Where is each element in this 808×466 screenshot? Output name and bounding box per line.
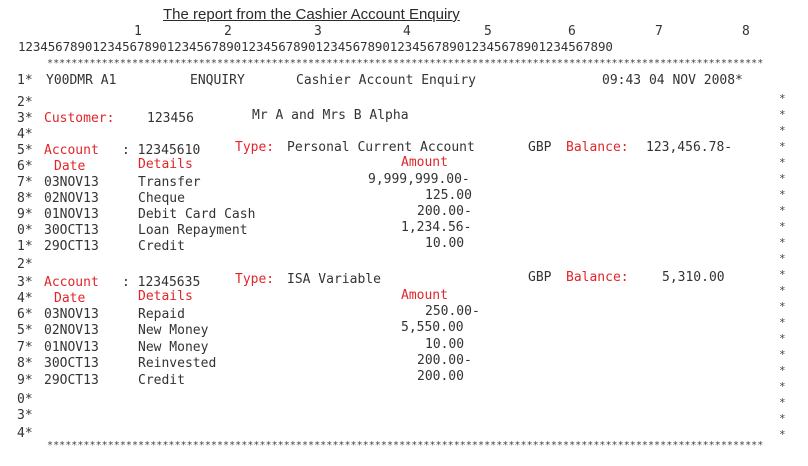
ruler-tens-label: 7 [655, 24, 663, 39]
transaction-date: 29OCT13 [44, 373, 99, 388]
transaction-date: 30OCT13 [44, 223, 99, 238]
line-number: 7* [17, 340, 33, 355]
line-number: 9* [17, 207, 33, 222]
border-star: * [779, 268, 786, 281]
transaction-date: 03NOV13 [44, 175, 99, 190]
border-star: * [779, 332, 786, 345]
line-number: 5* [17, 143, 33, 158]
transaction-details: Transfer [138, 175, 201, 190]
transaction-details: New Money [138, 323, 209, 338]
balance-value: 5,310.00 [662, 270, 725, 285]
line-number: 8* [17, 356, 33, 371]
details-column-header: Details [138, 289, 193, 304]
transaction-amount: 10.00 [425, 337, 465, 352]
account-type: ISA Variable [287, 272, 381, 287]
ruler-tens-label: 4 [403, 24, 411, 39]
amount-column-header: Amount [401, 288, 448, 303]
transaction-details: Debit Card Cash [138, 207, 256, 222]
border-star: * [779, 188, 786, 201]
line-number: 4* [17, 426, 33, 441]
currency: GBP [528, 140, 552, 155]
account-label: Account [44, 143, 99, 158]
line-number: 4* [17, 127, 33, 142]
transaction-amount: 10.00 [425, 236, 465, 251]
transaction-amount: 125.00 [425, 188, 472, 203]
line-number: 5* [17, 323, 33, 338]
currency: GBP [528, 270, 552, 285]
transaction-details: New Money [138, 340, 209, 355]
transaction-amount: 1,234.56- [401, 220, 472, 235]
ruler-tens-label: 1 [134, 24, 142, 39]
line-number: 1* [17, 239, 33, 254]
column-ruler-units: 12345678901234567890123456789012345678901234567890123456789012345678901234567890 [18, 39, 613, 54]
transaction-amount: 5,550.00 [401, 320, 464, 335]
transaction-date: 30OCT13 [44, 356, 99, 371]
transaction-amount: 200.00 [417, 369, 464, 384]
transaction-amount: 250.00- [425, 304, 480, 319]
balance-label: Balance: [566, 140, 629, 155]
screen-title: Cashier Account Enquiry [296, 73, 477, 88]
line-number: 6* [17, 159, 33, 174]
border-star: * [779, 380, 786, 393]
transaction-amount: 9,999,999.00- [368, 172, 470, 187]
transaction-details: Credit [138, 239, 185, 254]
line-number: 2* [17, 95, 33, 110]
line-number: 6* [17, 307, 33, 322]
time-date: 09:43 04 NOV 2008* [602, 73, 743, 88]
account-type: Personal Current Account [287, 140, 475, 155]
account-number: : 12345610 [122, 143, 201, 158]
border-star: * [779, 172, 786, 185]
report-title: The report from the Cashier Account Enquiry [163, 6, 460, 23]
date-column-header: Date [54, 159, 86, 174]
line-number: 0* [17, 392, 33, 407]
account-number: : 12345635 [122, 275, 201, 290]
border-star: * [779, 156, 786, 169]
border-star: * [779, 140, 786, 153]
type-label: Type: [235, 272, 275, 287]
amount-column-header: Amount [401, 155, 448, 170]
screen-id: Y00DMR A1 [46, 73, 117, 88]
customer-label: Customer: [44, 111, 115, 126]
ruler-tens-label: 5 [484, 24, 492, 39]
border-star: * [779, 396, 786, 409]
line-number: 7* [17, 175, 33, 190]
line-number: 0* [17, 223, 33, 238]
line-number: 4* [17, 291, 33, 306]
transaction-details: Repaid [138, 307, 185, 322]
border-star: * [779, 92, 786, 105]
ruler-tens-label: 8 [742, 24, 750, 39]
border-star: * [779, 348, 786, 361]
border-star: * [779, 220, 786, 233]
details-column-header: Details [138, 157, 193, 172]
transaction-date: 01NOV13 [44, 207, 99, 222]
line-number: 3* [17, 275, 33, 290]
border-star: * [779, 108, 786, 121]
ruler-tens-label: 2 [224, 24, 232, 39]
line-number: 1* [17, 73, 33, 88]
border-star: * [779, 316, 786, 329]
border-star: * [779, 236, 786, 249]
border-star: * [779, 364, 786, 377]
transaction-details: Cheque [138, 191, 185, 206]
transaction-details: Reinvested [138, 356, 217, 371]
type-label: Type: [235, 140, 275, 155]
top-border: ********************************************************************************************************************** [47, 58, 764, 69]
border-star: * [779, 428, 786, 441]
line-number: 9* [17, 373, 33, 388]
line-number: 2* [17, 257, 33, 272]
transaction-date: 01NOV13 [44, 340, 99, 355]
customer-number: 123456 [147, 111, 194, 126]
balance-label: Balance: [566, 270, 629, 285]
line-number: 3* [17, 111, 33, 126]
transaction-date: 03NOV13 [44, 307, 99, 322]
border-star: * [779, 412, 786, 425]
transaction-details: Loan Repayment [138, 223, 248, 238]
border-star: * [779, 252, 786, 265]
border-star: * [779, 284, 786, 297]
date-column-header: Date [54, 291, 86, 306]
screen-mode: ENQUIRY [190, 73, 245, 88]
transaction-date: 02NOV13 [44, 323, 99, 338]
transaction-details: Credit [138, 373, 185, 388]
line-number: 3* [17, 408, 33, 423]
transaction-date: 02NOV13 [44, 191, 99, 206]
transaction-amount: 200.00- [417, 204, 472, 219]
ruler-tens-label: 3 [314, 24, 322, 39]
line-number: 8* [17, 191, 33, 206]
border-star: * [779, 204, 786, 217]
transaction-date: 29OCT13 [44, 239, 99, 254]
ruler-tens-label: 6 [568, 24, 576, 39]
border-star: * [779, 300, 786, 313]
bottom-border: ********************************************************************************************************************** [47, 440, 764, 451]
account-label: Account [44, 275, 99, 290]
border-star: * [779, 124, 786, 137]
transaction-amount: 200.00- [417, 353, 472, 368]
customer-name: Mr A and Mrs B Alpha [252, 108, 409, 123]
balance-value: 123,456.78- [646, 140, 733, 155]
